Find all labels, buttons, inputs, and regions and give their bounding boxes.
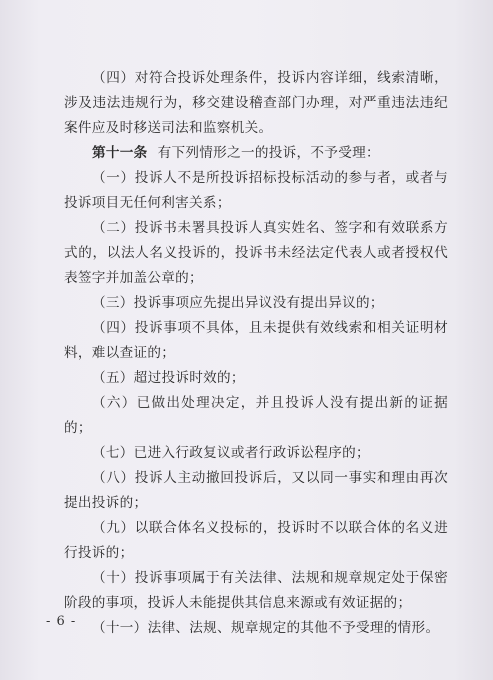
clause-5: （五）超过投诉时效的； <box>92 370 245 386</box>
clause-9: （九）以联合体名义投标的，投诉时不以联合体的名义进行投诉的； <box>64 520 448 561</box>
document-body <box>64 66 448 641</box>
clause-4: （四）投诉事项不具体，且未提供有效线索和相关证明材料，难以查证的； <box>64 320 448 361</box>
article-11 <box>64 141 448 166</box>
clause-2: （二）投诉书未署具投诉人真实姓名、签字和有效联系方式的，以法人名义投诉的，投诉书未经法定代表人或者授权代表签字并加盖公章的； <box>64 220 448 286</box>
clause-6: （六）已做出处理决定，并且投诉人没有提出新的证据的； <box>64 395 448 436</box>
clause-7: （七）已进入行政复议或者行政诉讼程序的； <box>92 445 370 461</box>
clause-3: （三）投诉事项应先提出异议没有提出异议的； <box>92 295 384 311</box>
page-number: - 6 - <box>46 614 77 629</box>
clause-1: （一）投诉人不是所投诉招标投标活动的参与者，或者与投诉项目无任何利害关系； <box>64 170 448 211</box>
article-11-text: 有下列情形之一的投诉，不予受理： <box>157 145 380 161</box>
clause-10: （十）投诉事项属于有关法律、法规和规章规定处于保密阶段的事项，投诉人未能提供其信息来源或有效证据的； <box>64 570 448 611</box>
clause-11: （十一）法律、法规、规章规定的其他不予受理的情形。 <box>92 620 440 636</box>
clause-8: （八）投诉人主动撤回投诉后，又以同一事实和理由再次提出投诉的； <box>64 470 448 511</box>
paragraph-item-4: （四）对符合投诉处理条件，投诉内容详细，线索清晰，涉及违法违规行为，移交建设稽查部门办理，对严重违法违纪案件应及时移送司法和监察机关。 <box>64 70 448 136</box>
article-11-heading: 第十一条 <box>92 145 148 161</box>
